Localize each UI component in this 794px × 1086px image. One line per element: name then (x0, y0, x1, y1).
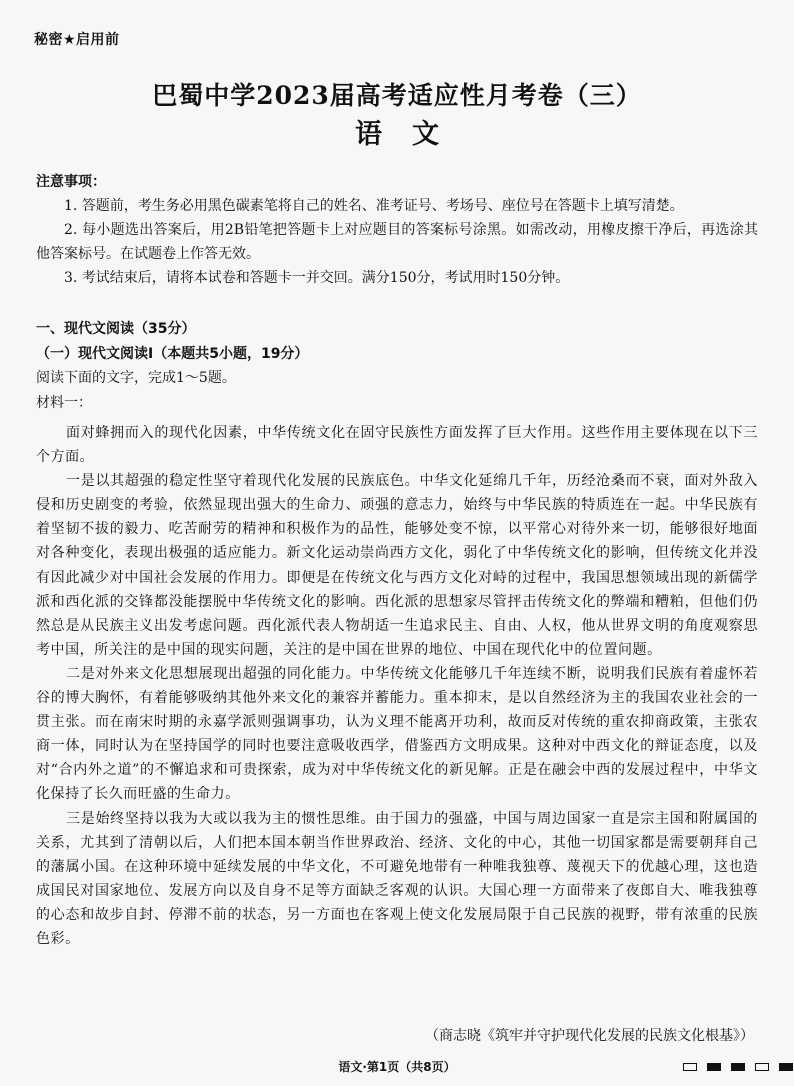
section-subtitle: （一）现代文阅读Ⅰ（本题共5小题，19分） (36, 345, 309, 362)
subject-title: 语文 (355, 119, 469, 150)
scan-marks (683, 1063, 793, 1077)
paragraph-3: 二是对外来文化思想展现出超强的同化能力。中华传统文化能够几千年连续不断，说明我们民族有着虚怀若谷的博大胸怀，有着能够吸纳其他外来文化的兼容并蓄能力。重本抑末，是以自然经济为主的我国农业社会的一贯主张。而在南宋时期的永嘉学派则强调事功，认为义理不能离开功利，故而反对传统的重农抑商政策，主张农商一体，同时认为在坚持国学的同时也要注意吸收西学，借鉴西方文明成果。这种对中西文化的辩证态度，以及对“合内外之道”的不懈追求和可贵探索，成为对中华传统文化的新见解。正是在融会中西的发展过程中，中华文化保持了长久而旺盛的生命力。 (36, 665, 758, 803)
notes-list (36, 194, 758, 290)
note-item-2: 2. 每小题选出答案后，用2B铅笔把答题卡上对应题目的答案标号涂黑。如需改动，用橡皮擦干净后，再选涂其他答案标号。在试题卷上作答无效。 (36, 222, 758, 262)
note-item-3: 3. 考试结束后，请将本试卷和答题卡一并交回。满分150分，考试用时150分钟。 (64, 270, 570, 286)
section-title: 一、现代文阅读（35分） (36, 321, 196, 337)
paragraph-1: 面对蜂拥而入的现代化因素，中华传统文化在固守民族性方面发挥了巨大作用。这些作用主要体现在以下三个方面。 (36, 425, 758, 466)
note-item-1: 1. 答题前，考生务必用黑色碳素笔将自己的姓名、准考证号、考场号、座位号在答题卡上填写清楚。 (64, 198, 684, 214)
reading-section-header (36, 317, 758, 415)
paragraph-4: 三是始终坚持以我为大或以我为主的惯性思维。由于国力的强盛，中国与周边国家一直是宗主国和附属国的关系，尤其到了清朝以后，人们把本国本朝当作世界政治、经济、文化的中心，其他一切国家都是需要朝拜自己的藩属小国。在这种环境中延续发展的中华文化，不可避免地带有一种唯我独尊、蔑视天下的优越心理，这也造成国民对国家地位、发展方向以及自身不足等方面缺乏客观的认识。大国心理一方面带来了夜郎自大、唯我独尊的心态和故步自封、停滞不前的状态，另一方面也在客观上使文化发展局限于自己民族的视野，带有浓重的民族色彩。 (36, 810, 758, 947)
section-instruction: 阅读下面的文字，完成1～5题。 (36, 370, 236, 386)
scan-mark-icon (779, 1063, 793, 1071)
notes-heading: 注意事项： (36, 174, 106, 190)
paragraph-2: 一是以其超强的稳定性坚守着现代化发展的民族底色。中华文化延绵几千年，历经沧桑而不衰，面对外敌入侵和历史剧变的考验，依然显现出强大的生命力、顽强的意志力，始终与中华民族的特质连在一起。中华民族有着坚韧不拔的毅力、吃苦耐劳的精神和积极作为的品性，能够处变不惊，以平常心对待外来一切，能够很好地面对各种变化，表现出极强的适应能力。新文化运动崇尚西方文化，弱化了中华传统文化的影响，但传统文化并没有因此减少对中国社会发展的作用力。即便是在传统文化与西方文化对峙的过程中，我国思想领域出现的新儒学派和西化派的交锋都没能摆脱中华传统文化的影响。西化派的思想家尽管抨击传统文化的弊端和糟粕，但他们仍然总是从民族主义出发考虑问题。西化派代表人物胡适一生追求民主、自由、人权，他从世界文明的角度观察思考中国，所关注的是中国的现实问题，关注的是中国在世界的地位、中国在现代化中的位置问题。 (36, 473, 758, 658)
page-footer: 语文·第1页（共8页） (338, 1060, 456, 1074)
material-label: 材料一： (36, 394, 92, 411)
scan-mark-icon (683, 1063, 697, 1071)
scan-mark-icon (755, 1063, 769, 1071)
exam-title: 巴蜀中学2023届高考适应性月考卷（三） (152, 81, 642, 110)
secret-label: 秘密★启用前 (34, 32, 120, 48)
scan-mark-icon (707, 1063, 721, 1071)
material-text (36, 421, 758, 951)
scan-mark-icon (731, 1063, 745, 1071)
citation: （商志晓《筑牢并守护现代化发展的民族文化根基》） (425, 1028, 754, 1044)
